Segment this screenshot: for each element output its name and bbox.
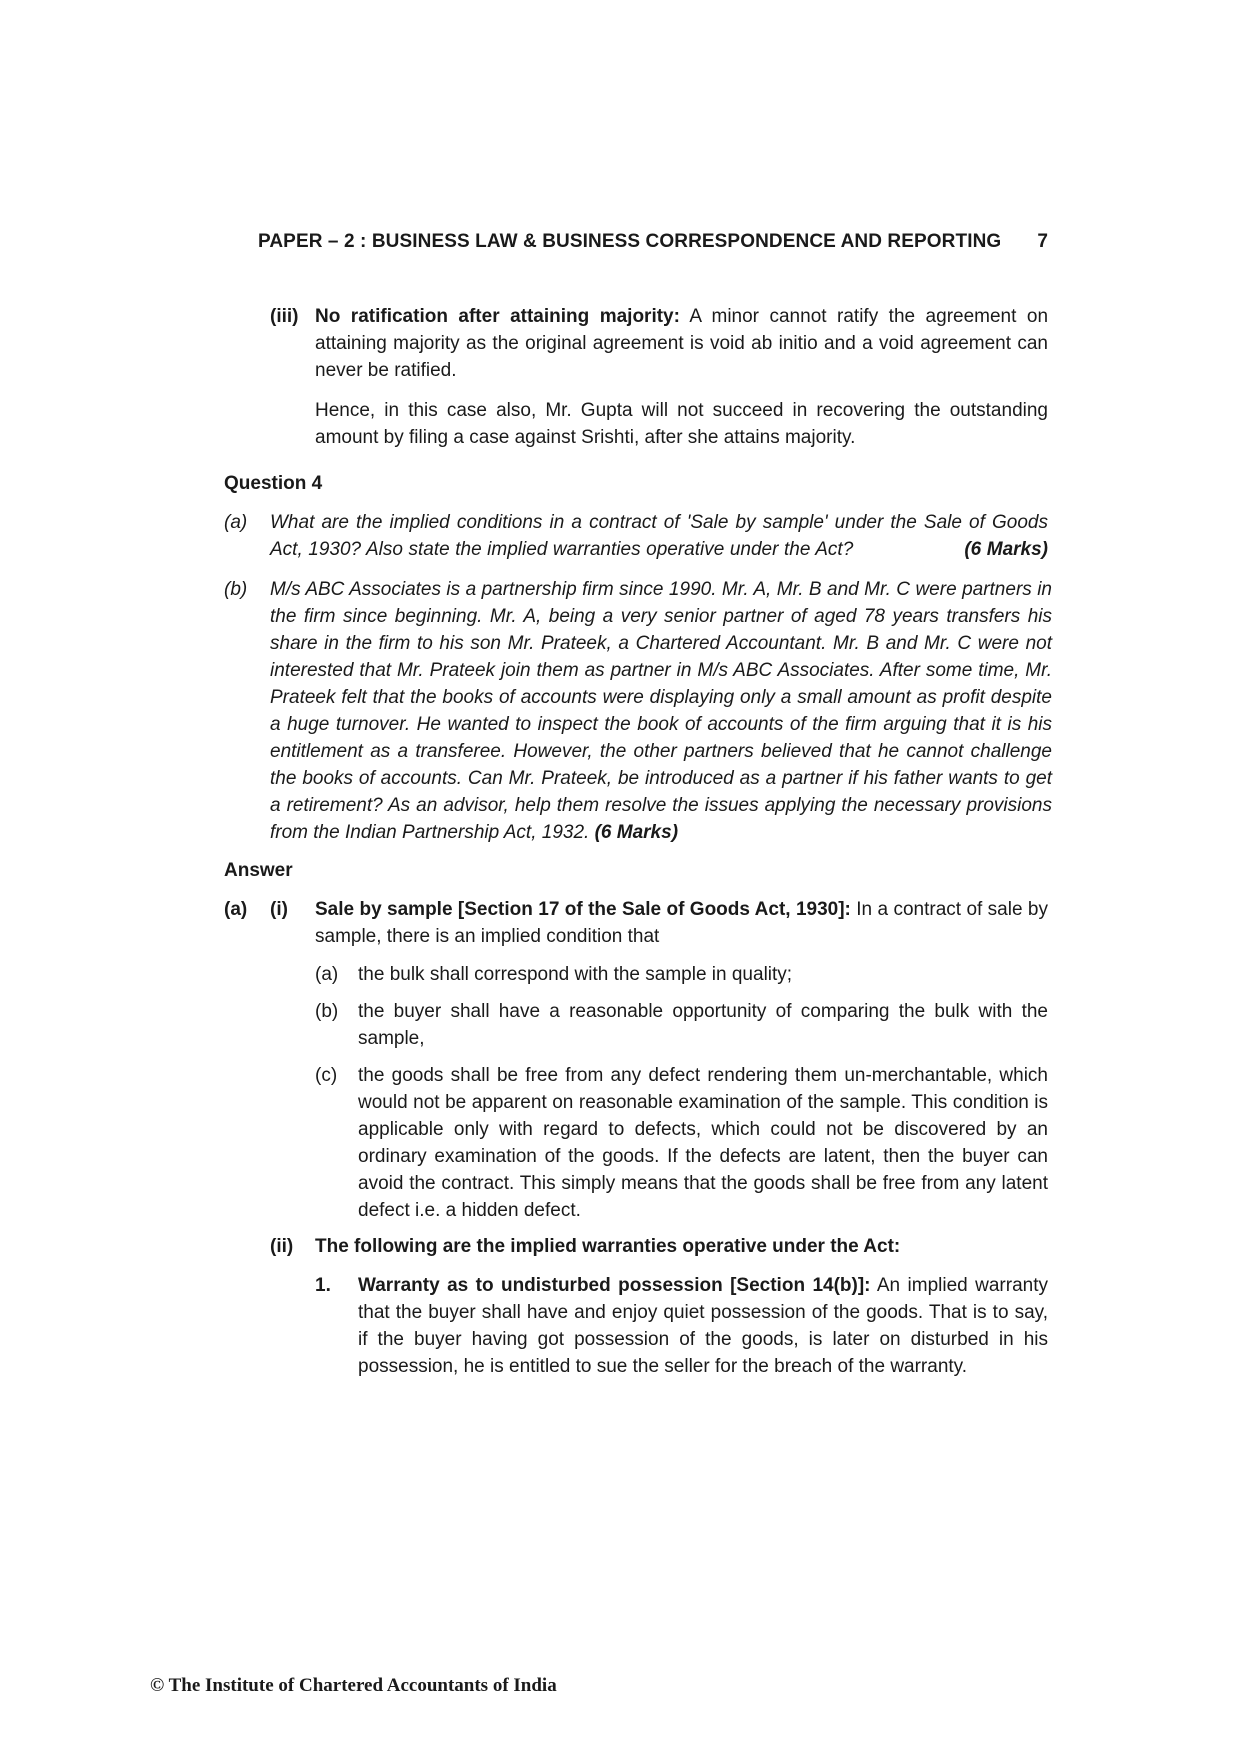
answer-a-ii-text: The following are the implied warranties operative under the Act: xyxy=(315,1236,901,1257)
point-iii-body: A minor cannot ratify the agreement on attaining majority as the original agreement is void ab initio and a void agreement can never be ratified. xyxy=(315,306,1049,381)
question-b-marks: (6 Marks) xyxy=(594,822,679,843)
warranty-1-body: An implied warranty that the buyer shall have and enjoy quiet possession of the goods. That is to say, if the buyer having got possession of the goods, is later on disturbed in his possession, he is entitled to sue the seller for the breach of the warranty. xyxy=(358,1275,1048,1377)
page-number: 7 xyxy=(1037,231,1048,252)
condition-c-label: (c) xyxy=(315,1065,338,1086)
condition-item-c xyxy=(315,1062,1048,1224)
question-a-text xyxy=(270,509,1048,563)
header-title: PAPER – 2 : BUSINESS LAW & BUSINESS CORRESPONDENCE AND REPORTING xyxy=(258,231,1002,252)
answer-a-i-bold: Sale by sample [Section 17 of the Sale of Goods Act, 1930]: xyxy=(315,899,851,920)
question-b-text xyxy=(270,576,1052,846)
condition-item-b xyxy=(315,998,1048,1052)
condition-b-text: the buyer shall have a reasonable opportunity of comparing the bulk with the sample, xyxy=(358,1001,1048,1049)
question-b-body: M/s ABC Associates is a partnership firm since 1990. Mr. A, Mr. B and Mr. C were partners in the firm since beginning. Mr. A, being a very senior partner of aged 78 years transfers his share in the firm to his son Mr. Prateek, a Chartered Accountant. Mr. B and Mr. C were not interested that Mr. Prateek join them as partner in M/s ABC Associates. After some time, Mr. Prateek felt that the books of accounts were displaying only a small amount as profit despite a huge turnover. He wanted to inspect the book of accounts of the firm arguing that it is his entitlement as a transferee. However, the other partners believed that he cannot challenge the books of accounts. Can Mr. Prateek, be introduced as a partner if his father wants to get a retirement? As an advisor, help them resolve the issues applying the necessary provisions from the Indian Partnership Act, 1932. xyxy=(270,579,1052,843)
condition-c-text: the goods shall be free from any defect rendering them un-merchantable, which would not be apparent on reasonable examination of the sample. This condition is applicable only with regard to defects, which could not be discovered by an ordinary examination of the goods. If the defects are latent, then the buyer can avoid the contract. This simply means that the goods shall be free from any latent defect i.e. a hidden defect. xyxy=(358,1065,1048,1221)
warranty-1-bold: Warranty as to undisturbed possession [Section 14(b)]: xyxy=(358,1275,871,1296)
warranty-1-text xyxy=(358,1272,1048,1380)
warranty-list xyxy=(315,1272,1048,1380)
answer-a-ii-label: (ii) xyxy=(270,1236,294,1257)
answer-a-i-label: (i) xyxy=(270,899,288,920)
condition-a-label: (a) xyxy=(315,964,339,985)
answer-a-ii xyxy=(270,1233,1048,1260)
condition-a-text: the bulk shall correspond with the sample in quality; xyxy=(358,964,793,985)
answer-a-label: (a) xyxy=(224,899,248,920)
answer-a-i-body: In a contract of sale by sample, there is an implied condition that xyxy=(315,899,1048,947)
point-iii-text xyxy=(315,303,1048,384)
question-b-label: (b) xyxy=(224,579,248,600)
point-iii-bold: No ratification after attaining majority: xyxy=(315,306,680,327)
answer-a xyxy=(224,896,1048,950)
question-a xyxy=(224,509,1048,563)
condition-b-label: (b) xyxy=(315,1001,339,1022)
question-a-body: What are the implied conditions in a contract of 'Sale by sample' under the Sale of Goods Act, 1930? Also state the implied warranties operative under the Act? xyxy=(270,512,1048,560)
answer-a-i-text xyxy=(315,896,1048,950)
page-header xyxy=(258,228,1048,255)
warranty-item-1 xyxy=(315,1272,1048,1380)
footer-copyright: © The Institute of Chartered Accountants of India xyxy=(150,1675,557,1696)
point-iii-label: (iii) xyxy=(270,306,299,327)
condition-list xyxy=(315,961,1048,1224)
point-iii xyxy=(270,303,1048,451)
question-a-marks: (6 Marks) xyxy=(964,539,1049,560)
question-heading: Question 4 xyxy=(224,473,323,494)
point-iii-conclusion: Hence, in this case also, Mr. Gupta will not succeed in recovering the outstanding amount by filing a case against Srishti, after she attains majority. xyxy=(315,400,1048,448)
question-a-label: (a) xyxy=(224,512,248,533)
question-b xyxy=(224,576,1052,846)
warranty-1-label: 1. xyxy=(315,1275,331,1296)
answer-heading: Answer xyxy=(224,860,293,881)
condition-item-a xyxy=(315,961,1048,988)
